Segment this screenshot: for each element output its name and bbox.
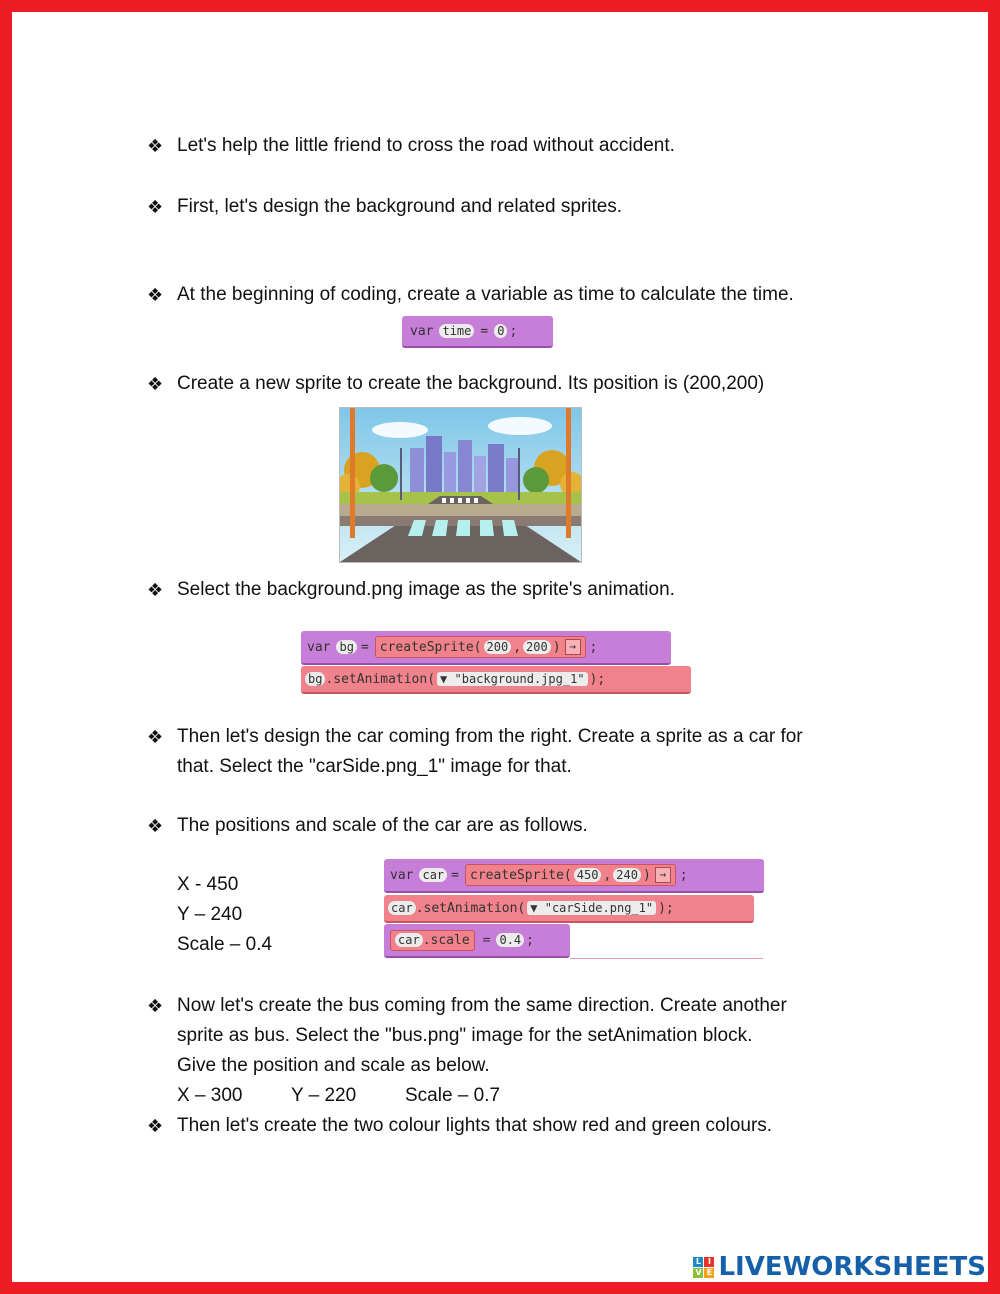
bullet-diamond-icon: ❖ bbox=[147, 197, 164, 217]
instruction-6 bbox=[147, 722, 917, 782]
background-scene-image bbox=[339, 407, 582, 563]
close-paren-semicolon: ); bbox=[589, 671, 606, 687]
chevron-down-icon: ▼ bbox=[530, 901, 538, 915]
create-sprite-block[interactable] bbox=[465, 864, 676, 886]
instruction-text: Let's help the little friend to cross the road without accident. bbox=[177, 135, 675, 156]
instruction-text: Then let's create the two colour lights that show red and green colours. bbox=[177, 1115, 773, 1136]
equals-sign: = bbox=[360, 639, 369, 655]
car-y: Y – 240 bbox=[177, 904, 243, 925]
code-block-bg-set-animation[interactable] bbox=[301, 666, 691, 694]
x-value-chip[interactable]: 450 bbox=[574, 868, 602, 882]
keyword-var: var bbox=[410, 323, 434, 339]
instruction-8 bbox=[147, 991, 917, 1111]
property-name: .scale bbox=[422, 932, 470, 948]
function-name: createSprite( bbox=[379, 639, 482, 655]
instruction-5 bbox=[147, 575, 917, 605]
bullet-diamond-icon: ❖ bbox=[147, 727, 164, 747]
variable-name-chip[interactable]: time bbox=[439, 324, 474, 338]
keyword-var: var bbox=[307, 639, 331, 655]
bullet-diamond-icon: ❖ bbox=[147, 374, 164, 394]
bullet-diamond-icon: ❖ bbox=[147, 136, 164, 156]
bus-y: Y – 220 bbox=[291, 1085, 357, 1106]
equals-sign: = bbox=[482, 932, 491, 948]
bullet-diamond-icon: ❖ bbox=[147, 580, 164, 600]
code-block-car-scale[interactable] bbox=[384, 924, 570, 958]
close-paren: ) bbox=[552, 639, 561, 655]
method-name: .setAnimation( bbox=[415, 900, 526, 916]
logo-mark-letter: E bbox=[704, 1268, 714, 1278]
instruction-text: sprite as bus. Select the "bus.png" image for the setAnimation block. bbox=[177, 1025, 753, 1046]
code-block-car-set-animation[interactable] bbox=[384, 895, 754, 923]
instruction-text: First, let's design the background and related sprites. bbox=[177, 196, 623, 217]
animation-dropdown[interactable] bbox=[527, 901, 656, 915]
arrow-right-icon[interactable]: → bbox=[655, 867, 671, 883]
car-parameters bbox=[177, 870, 272, 960]
code-divider bbox=[570, 958, 763, 959]
instruction-text: Select the background.png image as the sprite's animation. bbox=[177, 579, 675, 600]
value-chip[interactable]: 0 bbox=[494, 324, 507, 338]
animation-name: "carSide.png_1" bbox=[544, 901, 654, 915]
instruction-text: The positions and scale of the car are as follows. bbox=[177, 815, 588, 836]
instruction-2 bbox=[147, 192, 917, 222]
y-value-chip[interactable]: 200 bbox=[523, 640, 551, 654]
close-paren: ) bbox=[642, 867, 651, 883]
liveworksheets-logo[interactable] bbox=[693, 1252, 986, 1282]
instruction-4 bbox=[147, 369, 917, 399]
bus-scale: Scale – 0.7 bbox=[405, 1085, 501, 1106]
code-block-var-car[interactable] bbox=[384, 859, 764, 893]
object-chip[interactable]: car bbox=[395, 933, 423, 947]
y-value-chip[interactable]: 240 bbox=[613, 868, 641, 882]
x-value-chip[interactable]: 200 bbox=[484, 640, 512, 654]
instruction-3 bbox=[147, 280, 937, 310]
instruction-text: Give the position and scale as below. bbox=[177, 1055, 490, 1076]
equals-sign: = bbox=[451, 867, 459, 883]
scale-value-chip[interactable]: 0.4 bbox=[496, 933, 524, 947]
variable-name-chip[interactable]: bg bbox=[336, 640, 356, 654]
code-block-var-bg[interactable] bbox=[301, 631, 671, 665]
scale-property-block[interactable] bbox=[390, 930, 475, 951]
instruction-text: Then let's design the car coming from the right. Create a sprite as a car for bbox=[177, 726, 803, 747]
bus-parameters bbox=[177, 1081, 917, 1111]
equals-sign: = bbox=[480, 323, 489, 339]
bullet-diamond-icon: ❖ bbox=[147, 996, 164, 1016]
car-x: X - 450 bbox=[177, 874, 239, 895]
method-name: .setAnimation( bbox=[325, 671, 436, 687]
create-sprite-block[interactable] bbox=[375, 636, 586, 658]
semicolon: ; bbox=[679, 867, 688, 883]
animation-name: "background.jpg_1" bbox=[454, 672, 585, 686]
arrow-right-icon[interactable]: → bbox=[565, 639, 581, 655]
instruction-text: Create a new sprite to create the background. Its position is (200,200) bbox=[177, 373, 765, 394]
comma: , bbox=[603, 867, 612, 883]
code-block-var-time[interactable] bbox=[402, 316, 553, 348]
close-paren-semicolon: ); bbox=[658, 900, 674, 916]
instruction-1 bbox=[147, 131, 917, 161]
semicolon: ; bbox=[509, 323, 518, 339]
instruction-text: that. Select the "carSide.png_1" image for that. bbox=[177, 756, 572, 777]
bullet-diamond-icon: ❖ bbox=[147, 1116, 164, 1136]
logo-mark-icon bbox=[693, 1257, 714, 1278]
bullet-diamond-icon: ❖ bbox=[147, 285, 164, 305]
object-chip[interactable]: bg bbox=[305, 672, 325, 686]
bullet-diamond-icon: ❖ bbox=[147, 816, 164, 836]
car-scale: Scale – 0.4 bbox=[177, 934, 273, 955]
instruction-text: At the beginning of coding, create a variable as time to calculate the time. bbox=[177, 284, 794, 305]
object-chip[interactable]: car bbox=[388, 901, 416, 915]
semicolon: ; bbox=[526, 932, 534, 948]
bus-x: X – 300 bbox=[177, 1085, 243, 1106]
semicolon: ; bbox=[589, 639, 598, 655]
comma: , bbox=[513, 639, 522, 655]
function-name: createSprite( bbox=[470, 867, 572, 883]
logo-text: LIVEWORKSHEETS bbox=[718, 1252, 986, 1282]
instruction-text: Now let's create the bus coming from the same direction. Create another bbox=[177, 995, 787, 1016]
variable-name-chip[interactable]: car bbox=[419, 868, 447, 882]
keyword-var: var bbox=[390, 867, 414, 883]
logo-mark-letter: L bbox=[693, 1257, 703, 1267]
instruction-9 bbox=[147, 1111, 917, 1141]
logo-mark-letter: V bbox=[695, 1267, 702, 1277]
animation-dropdown[interactable] bbox=[437, 672, 588, 686]
instruction-7 bbox=[147, 811, 917, 841]
chevron-down-icon: ▼ bbox=[440, 672, 448, 686]
logo-mark-letter: I bbox=[704, 1257, 714, 1267]
